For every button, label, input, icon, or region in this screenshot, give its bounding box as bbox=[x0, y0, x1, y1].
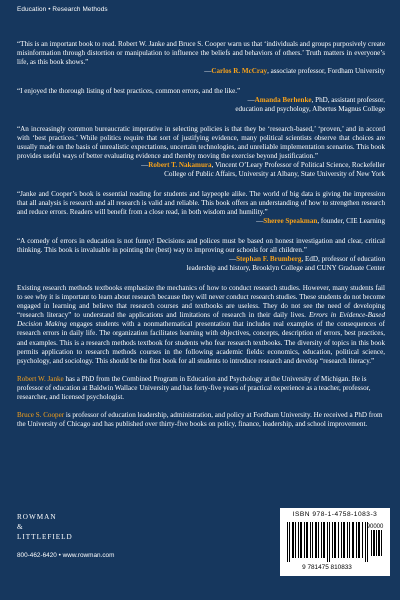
endorsement-5 bbox=[17, 237, 385, 273]
endorsement-quote: “I enjoyed the thorough listing of best practices, common errors, and the like.” bbox=[17, 87, 241, 95]
endorser-name: Stephan F. Brumberg bbox=[236, 255, 302, 263]
endorsement-1 bbox=[17, 40, 385, 76]
endorsement-attribution: —Sheree Speakman, founder, CIE Learning bbox=[256, 217, 385, 225]
endorsement-quote: “This is an important book to read. Robert W. Janke and Bruce S. Cooper warn us that ‘individuals and groups purposively create misinformation through distortion or manipulation to influence the beliefs and behaviors of others.’ Truth matters in everyone’s life, as this book shows.” bbox=[17, 40, 385, 66]
endorsement-quote: “Janke and Cooper’s book is essential reading for students and laypeople alike. The world of big data is giving the impression that all analysis is research and all research is valid and reliable. This book offers an understanding of how to strengthen research and reduce errors. Readers will benefit from a close read, in both wisdom and humility.” bbox=[17, 190, 385, 216]
endorser-title: EdD, professor of education bbox=[305, 255, 385, 263]
publisher-logo-line3: LITTLEFIELD bbox=[17, 533, 73, 541]
endorsement-quote: “An increasingly common bureaucratic imperative in selecting policies is that they be ‘research-based,’ ‘proven,’ and in accord with ‘best practices.’ While politics require that sort of justifying evidence, many political scientists observe that choices are usually made on the basis of unrealistic expectations, uncertain technologies, and unreliable implementation scenarios. This book provides useful ways of better evaluating evidence and thereby moving the exercise beyond justification.” bbox=[17, 125, 385, 160]
publisher-logo-line2: & bbox=[17, 523, 24, 531]
isbn-label: ISBN 978-1-4758-1083-3 bbox=[292, 511, 378, 518]
endorsement-3 bbox=[17, 125, 385, 179]
description-part2: engages students with a nonmathematical presentation that includes real examples of the consequences of research errors in daily life. The organization facilitates learning with objectives, concepts, description of errors, best practices, and examples. This is a research methods textbook for students who fear research textbooks. The diversity of topics in this book permits application to research methods courses in the following academic fields: economics, education, political science, psychology, and sociology. This should be the first book for all students to introduce research and develop “research literacy.” bbox=[17, 320, 385, 365]
barcode-graphic bbox=[285, 520, 385, 572]
author-bio-1 bbox=[17, 375, 385, 402]
endorser-title-line2: leadership and history, Brooklyn College and CUNY Graduate Center bbox=[186, 264, 385, 272]
endorsement-4 bbox=[17, 190, 385, 226]
endorsement-attribution: —Stephan F. Brumberg, EdD, professor of education bbox=[229, 255, 385, 263]
endorsement-2 bbox=[17, 87, 385, 114]
author-bio-text: is professor of education leadership, administration, and policy at Fordham University. He received a PhD from the University of Chicago and has published over thirty-five books on policy, finance, leadership, and school improvement. bbox=[17, 411, 383, 429]
endorser-title: PhD, assistant professor, bbox=[315, 96, 385, 104]
ean-number: 9 781475 810833 bbox=[302, 564, 352, 571]
book-description bbox=[17, 284, 385, 366]
endorser-title: associate professor, Fordham University bbox=[270, 67, 385, 75]
endorser-name: Amanda Berhenke bbox=[254, 96, 312, 104]
endorser-title: Vincent O’Leary Professor of Political Science, Rockefeller bbox=[215, 161, 385, 169]
barcode bbox=[280, 508, 390, 576]
endorser-name: Carlos R. McCray bbox=[211, 67, 268, 75]
price-code: 90000 bbox=[366, 524, 384, 530]
book-title: Errors in Evidence-Based Decision Making bbox=[17, 311, 386, 329]
endorsement-quote: “A comedy of errors in education is not funny! Decisions and polices must be based on honest investigation and clear, critical thinking. This book is invaluable in pointing the (best) way to improving our schools for all children.” bbox=[17, 237, 385, 254]
author-bio-text: has a PhD from the Combined Program in Education and Psychology at the University of Michigan. He is professor of education at Baldwin Wallace University and has forty-five years of practical experience as a teacher, professor, researcher, and licensed psychologist. bbox=[17, 374, 371, 402]
endorsement-attribution: —Robert T. Nakamura, Vincent O’Leary Professor of Political Science, Rockefeller bbox=[141, 161, 385, 169]
endorser-name: Sheree Speakman bbox=[263, 217, 318, 225]
publisher-logo bbox=[17, 512, 73, 542]
endorsement-attribution: —Amanda Berhenke, PhD, assistant professor, bbox=[247, 96, 385, 104]
author-name: Robert W. Janke bbox=[17, 374, 64, 383]
endorser-title-line2: College of Public Affairs, University at Albany, State University of New York bbox=[164, 170, 385, 178]
endorsement-attribution: —Carlos R. McCray, associate professor, Fordham University bbox=[204, 67, 385, 75]
publisher-contact: 800-462-6420 • www.rowman.com bbox=[17, 552, 115, 559]
author-name: Bruce S. Cooper bbox=[17, 411, 65, 420]
endorser-title-line2: education and psychology, Albertus Magnus College bbox=[235, 105, 385, 113]
endorser-name: Robert T. Nakamura bbox=[148, 161, 212, 169]
endorser-title: founder, CIE Learning bbox=[320, 217, 385, 225]
category-label: Education • Research Methods bbox=[17, 6, 108, 13]
description-part1: Existing research methods textbooks emphasize the mechanics of how to conduct research studies. However, many students fail to see why it is important to learn about research because they will never conduct research studies. These students do not become engaged in learning and believe that research courses and textbooks are useless. They do not see the need of developing “research literacy” to understand the applications and limitations of research in their daily lives. bbox=[17, 284, 385, 320]
author-bio-2 bbox=[17, 411, 385, 429]
content-area bbox=[17, 40, 385, 438]
publisher-logo-line1: ROWMAN bbox=[17, 513, 57, 521]
